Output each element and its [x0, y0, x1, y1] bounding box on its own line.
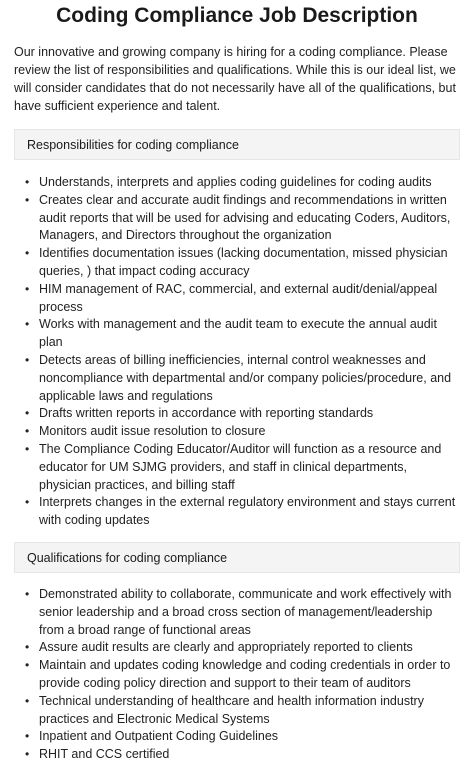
responsibilities-item	[25, 423, 460, 441]
responsibilities-item	[25, 316, 460, 352]
bullet-icon: •	[25, 192, 30, 207]
bullet-icon: •	[25, 175, 30, 189]
responsibilities-item-text: Interprets changes in the external regulatory environment and stays current with coding updates	[39, 495, 456, 528]
responsibilities-item-text: Detects areas of billing inefficiencies, internal control weaknesses and noncompliance with departmental and/or company policies/procedure, and applicable laws and regulations	[39, 352, 452, 403]
responsibilities-item	[25, 352, 460, 405]
responsibilities-item-text: Monitors audit issue resolution to closure	[39, 424, 266, 439]
qualifications-item	[25, 746, 460, 764]
responsibilities-item-text: Drafts written reports in accordance with reporting standards	[39, 406, 374, 421]
responsibilities-item	[25, 281, 460, 317]
qualifications-item-text: RHIT and CCS certified	[39, 747, 170, 762]
responsibilities-item	[25, 441, 460, 494]
responsibilities-item-text: Identifies documentation issues (lacking documentation, missed physician queries, ) that impact coding accuracy	[39, 246, 448, 278]
responsibilities-list	[14, 174, 460, 530]
responsibilities-item	[25, 405, 460, 423]
bullet-icon: •	[25, 441, 30, 456]
bullet-icon: •	[25, 281, 30, 296]
responsibilities-item-text: Understands, interprets and applies coding guidelines for coding audits	[39, 175, 432, 189]
responsibilities-item-text: Works with management and the audit team to execute the annual audit plan	[39, 317, 437, 350]
intro-paragraph: Our innovative and growing company is hiring for a coding compliance. Please review the list of responsibilities and qualifications. While this is our ideal list, we will consider candidates that do not necessarily have all of the qualifications, but have sufficient experience and talent.	[14, 45, 456, 113]
page-title: Coding Compliance Job Description	[56, 4, 418, 27]
responsibilities-item	[25, 174, 460, 192]
bullet-icon: •	[25, 495, 30, 510]
bullet-icon: •	[25, 729, 30, 744]
bullet-icon: •	[25, 640, 30, 655]
bullet-icon: •	[25, 406, 30, 421]
bullet-icon: •	[25, 246, 30, 261]
bullet-icon: •	[25, 658, 30, 673]
qualifications-item	[25, 586, 460, 639]
responsibilities-item	[25, 192, 460, 245]
bullet-icon: •	[25, 317, 30, 332]
qualifications-item-text: Demonstrated ability to collaborate, communicate and work effectively with senior leadership and a broad cross section of management/leadership from a broad range of functional areas	[39, 586, 452, 637]
responsibilities-item	[25, 245, 460, 281]
responsibilities-item-text: The Compliance Coding Educator/Auditor will function as a resource and educator for UM SJMG providers, and staff in clinical departments, physician practices, and billing staff	[39, 441, 442, 492]
bullet-icon: •	[25, 747, 30, 762]
bullet-icon: •	[25, 424, 30, 439]
bullet-icon: •	[25, 586, 30, 601]
responsibilities-item-text: Creates clear and accurate audit findings and recommendations in written audit reports that will be used for advising and educating Coders, Auditors, Managers, and Directors throughout the organization	[39, 192, 451, 243]
responsibilities-item-text: HIM management of RAC, commercial, and external audit/denial/appeal process	[39, 281, 438, 314]
responsibilities-item	[25, 494, 460, 530]
responsibilities-heading: Responsibilities for coding compliance	[14, 129, 460, 160]
bullet-icon: •	[25, 693, 30, 708]
bullet-icon: •	[25, 352, 30, 367]
qualifications-heading: Qualifications for coding compliance	[14, 542, 460, 573]
qualifications-list	[14, 586, 460, 764]
qualifications-item	[25, 639, 460, 657]
qualifications-item-text: Technical understanding of healthcare and health information industry practices and Electronic Medical Systems	[39, 693, 424, 726]
qualifications-item	[25, 657, 460, 693]
qualifications-item-text: Assure audit results are clearly and appropriately reported to clients	[39, 640, 413, 655]
qualifications-item	[25, 693, 460, 729]
qualifications-item-text: Maintain and updates coding knowledge and coding credentials in order to provide coding policy direction and support to their team of auditors	[39, 658, 451, 690]
qualifications-item-text: Inpatient and Outpatient Coding Guidelines	[39, 729, 279, 744]
qualifications-item	[25, 728, 460, 746]
